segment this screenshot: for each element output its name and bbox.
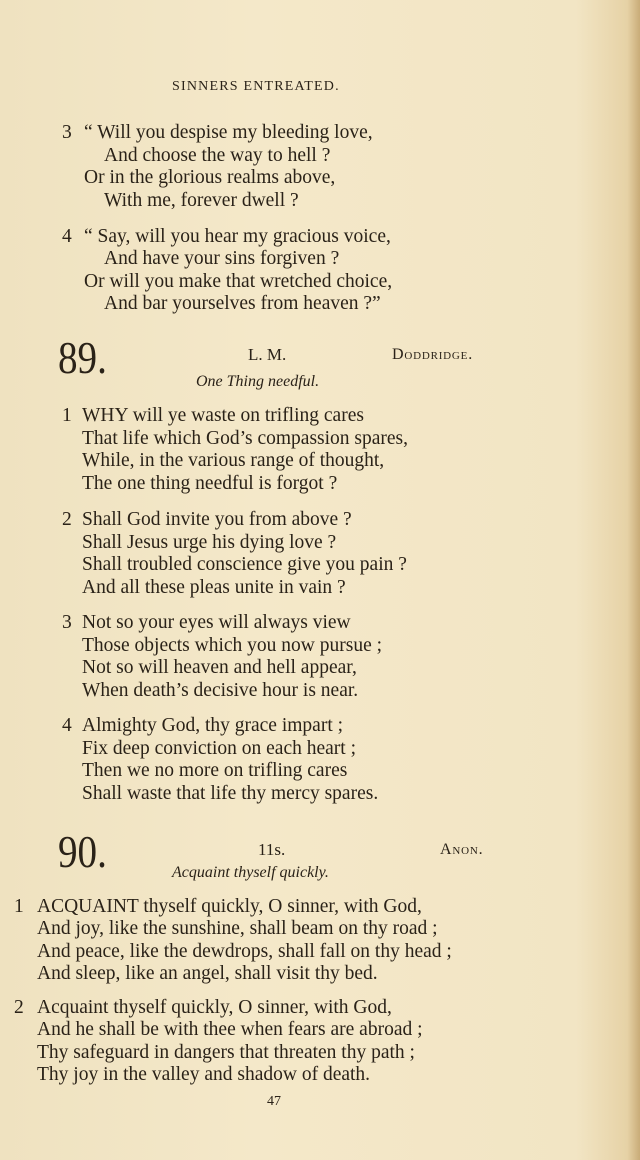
verse-line: Then we no more on trifling cares: [82, 760, 348, 782]
hymn-number: 89.: [58, 332, 107, 383]
verse-line: While, in the various range of thought,: [82, 450, 385, 472]
hymn-author: Doddridge.: [392, 346, 473, 363]
hymn-title: One Thing needful.: [196, 373, 320, 390]
verse-line: The one thing needful is forgot ?: [82, 472, 338, 494]
verse-line: Almighty God, thy grace impart ;: [82, 715, 344, 736]
verse-line: With me, forever dwell ?: [104, 190, 299, 212]
hymn-author: Anon.: [440, 841, 484, 858]
stanza-number: 3: [62, 122, 72, 143]
page-number: 47: [267, 1094, 281, 1109]
verse-line: Or will you make that wretched choice,: [84, 270, 393, 292]
verse-line: WHY will ye waste on trifling cares: [82, 405, 364, 426]
hymn-meter: 11s.: [258, 840, 286, 859]
verse-line: Acquaint thyself quickly, O sinner, with God,: [37, 997, 392, 1018]
verse-line: Or in the glorious realms above,: [84, 167, 336, 189]
stanza-number: 2: [14, 997, 24, 1018]
stanza-number: 1: [14, 896, 24, 917]
verse-line: Those objects which you now pursue ;: [82, 634, 383, 656]
hymn-title: Acquaint thyself quickly.: [172, 864, 329, 881]
stanza-number: 4: [62, 715, 72, 736]
verse-line: “ Say, will you hear my gracious voice,: [84, 226, 391, 247]
verse-line: When death’s decisive hour is near.: [82, 679, 359, 701]
verse-line: And bar yourselves from heaven ?”: [104, 293, 381, 315]
stanza-number: 3: [62, 612, 72, 633]
verse-line: Shall God invite you from above ?: [82, 509, 352, 530]
verse-line: Fix deep conviction on each heart ;: [82, 737, 356, 759]
verse-line: And he shall be with thee when fears are abroad ;: [37, 1019, 423, 1041]
running-head: SINNERS ENTREATED.: [172, 79, 340, 94]
verse-line: And peace, like the dewdrops, shall fall on thy head ;: [37, 940, 452, 962]
verse-line: Not so will heaven and hell appear,: [82, 657, 357, 679]
verse-line: Not so your eyes will always view: [82, 612, 351, 633]
stanza-number: 2: [62, 509, 72, 530]
verse-line: That life which God’s compassion spares,: [82, 427, 409, 449]
verse-line: “ Will you despise my bleeding love,: [84, 122, 373, 143]
verse-line: Shall troubled conscience give you pain ?: [82, 554, 407, 576]
verse-line: And choose the way to hell ?: [104, 144, 331, 166]
verse-line: Shall waste that life thy mercy spares.: [82, 782, 379, 804]
verse-line: And have your sins forgiven ?: [104, 248, 340, 270]
hymn-meter: L. M.: [248, 345, 287, 364]
verse-line: Thy safeguard in dangers that threaten thy path ;: [37, 1041, 415, 1063]
verse-line: ACQUAINT thyself quickly, O sinner, with God,: [37, 896, 422, 917]
verse-line: And joy, like the sunshine, shall beam on thy road ;: [37, 918, 438, 940]
verse-line: And sleep, like an angel, shall visit thy bed.: [37, 962, 378, 984]
stanza-number: 4: [62, 226, 72, 247]
stanza-number: 1: [62, 405, 72, 426]
verse-line: And all these pleas unite in vain ?: [82, 576, 346, 598]
verse-line: Thy joy in the valley and shadow of death.: [37, 1063, 371, 1085]
hymn-number: 90.: [58, 826, 107, 877]
verse-line: Shall Jesus urge his dying love ?: [82, 531, 337, 553]
